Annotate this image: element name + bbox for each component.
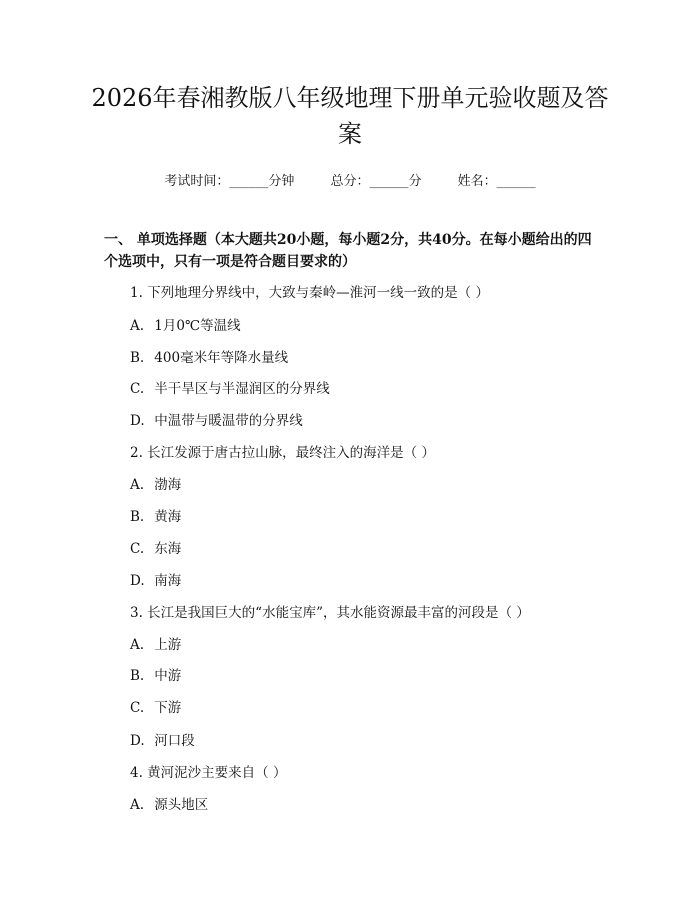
option-text: 400毫米年等降水量线 [154,350,289,366]
option [130,346,288,366]
option-text: 东海 [154,541,182,557]
option [130,409,303,429]
option [130,314,241,334]
option-text: 源头地区 [154,797,209,813]
exam-score: 总分：______分 [330,174,422,189]
option [130,377,330,397]
option-text: 中游 [154,668,182,684]
option [130,633,181,653]
option-label: D. [130,733,145,749]
option-text: 黄海 [154,509,182,525]
option-text: 南海 [154,573,182,589]
question-stem: 3. 长江是我国巨大的“水能宝库”，其水能资源最丰富的河段是（ ） [130,605,530,621]
option [130,664,181,684]
student-name: 姓名：______ [457,174,536,189]
option [130,696,181,716]
option-label: C. [130,541,145,557]
document-title: 2026年春湘教版八年级地理下册单元验收题及答案 [91,84,609,148]
option [130,793,208,813]
exam-time: 考试时间：______分钟 [164,174,295,189]
option-label: B. [130,668,145,684]
option-text: 上游 [154,637,182,653]
option-label: A. [130,318,145,334]
option-text: 1月0℃等温线 [154,318,241,334]
section-heading: 一、 单项选择题（本大题共20小题，每小题2分，共40分。在每小题给出的四个选项中，只有一项是符合题目要求的） [104,232,592,270]
option [130,537,181,557]
option-label: C. [130,381,145,397]
option [130,569,181,589]
option-label: A. [130,797,145,813]
option-label: A. [130,477,145,493]
option-text: 中温带与暖温带的分界线 [154,413,303,429]
question-stem: 4. 黄河泥沙主要来自（ ） [130,765,287,781]
option-text: 河口段 [154,733,195,749]
option [130,505,181,525]
option-label: D. [130,413,145,429]
option-label: C. [130,700,145,716]
question-stem: 2. 长江发源于唐古拉山脉，最终注入的海洋是（ ） [130,445,435,461]
option-text: 下游 [154,700,182,716]
option-label: B. [130,509,145,525]
option-label: B. [130,350,145,366]
option-label: D. [130,573,145,589]
option-text: 半干旱区与半湿润区的分界线 [154,381,330,397]
exam-info [0,170,700,189]
option-label: A. [130,637,145,653]
option [130,473,181,493]
option [130,729,195,749]
option-text: 渤海 [154,477,182,493]
question-stem: 1. 下列地理分界线中，大致与秦岭—淮河一线一致的是（ ） [130,285,489,301]
